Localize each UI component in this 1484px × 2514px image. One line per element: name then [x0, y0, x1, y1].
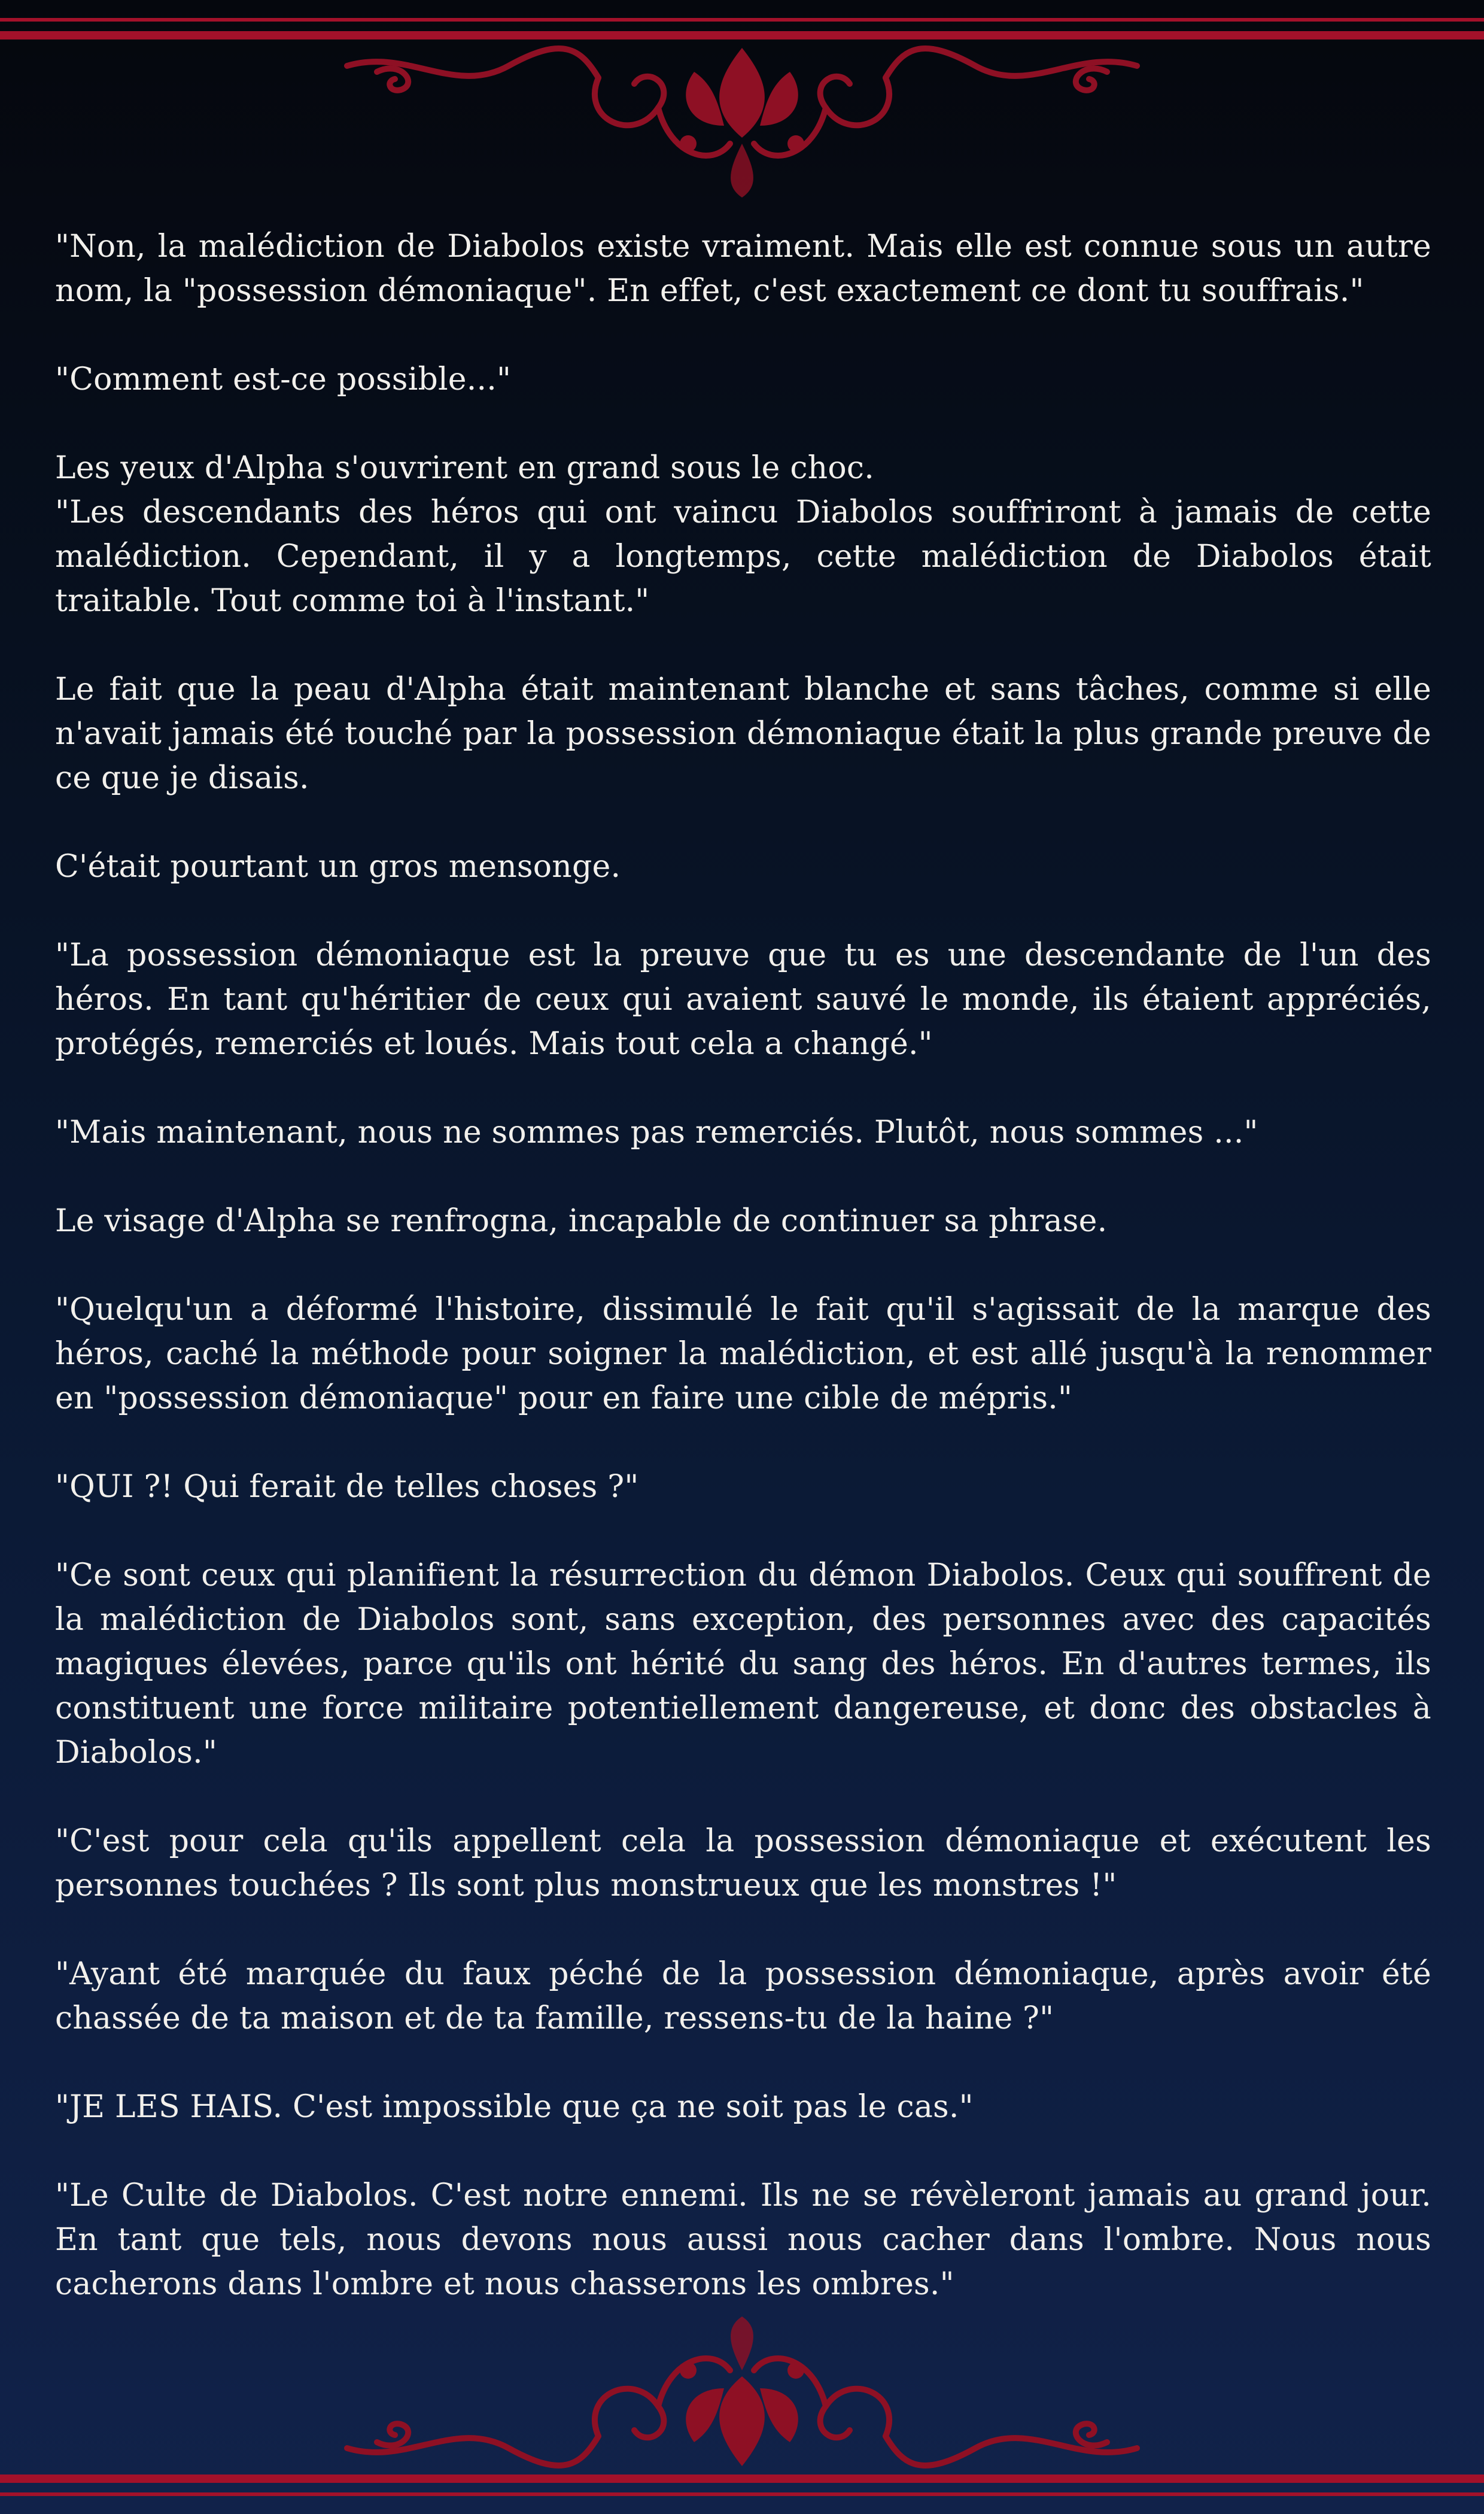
paragraph-14: "Ayant été marquée du faux péché de la possession démoniaque, après avoir été chassée de ta maison et de ta famille, ressens-tu de la haine ?"	[55, 1956, 1431, 2036]
paragraph-11: "QUI ?! Qui ferait de telles choses ?"	[55, 1469, 639, 1505]
bottom-border-line-1	[0, 2474, 1484, 2483]
story-text	[55, 224, 1431, 2351]
paragraph-13: "C'est pour cela qu'ils appellent cela la possession démoniaque et exécutent les personnes touchées ? Ils sont plus monstrueux que les monstres !"	[55, 1823, 1431, 1903]
paragraph-16: "Le Culte de Diabolos. C'est notre ennemi. Ils ne se révèleront jamais au grand jour. En tant que tels, nous devons nous aussi nous cacher dans l'ombre. Nous nous cacherons dans l'ombre et nous chasserons les ombres."	[55, 2178, 1431, 2302]
paragraph-1: "Non, la malédiction de Diabolos existe vraiment. Mais elle est connue sous un autre nom, la "possession démoniaque". En effet, c'est exactement ce dont tu souffrais."	[55, 229, 1431, 309]
paragraph-5: Le fait que la peau d'Alpha était maintenant blanche et sans tâches, comme si elle n'avait jamais été touché par la possession démoniaque était la plus grande preuve de ce que je disais.	[55, 672, 1431, 796]
top-flourish-ornament-icon	[323, 24, 1161, 204]
top-border-line-1	[0, 18, 1484, 22]
paragraph-7: "La possession démoniaque est la preuve que tu es une descendante de l'un des héros. En tant qu'héritier de ceux qui avaient sauvé le monde, ils étaient appréciés, protégés, remerciés et loués. Mais tout cela a changé."	[55, 937, 1431, 1062]
paragraph-6: C'était pourtant un gros mensonge.	[55, 849, 621, 885]
paragraph-2: "Comment est-ce possible..."	[55, 362, 512, 397]
bottom-border-line-2	[0, 2492, 1484, 2496]
bottom-border-band	[0, 2472, 1484, 2514]
paragraph-8: "Mais maintenant, nous ne sommes pas remerciés. Plutôt, nous sommes ..."	[55, 1115, 1258, 1150]
paragraph-9: Le visage d'Alpha se renfrogna, incapable de continuer sa phrase.	[55, 1203, 1108, 1239]
bottom-flourish-ornament-icon	[323, 2310, 1161, 2490]
paragraph-10: "Quelqu'un a déformé l'histoire, dissimulé le fait qu'il s'agissait de la marque des héros, caché la méthode pour soigner la malédiction, et est allé jusqu'à la renommer en "possession démoniaque" pour en faire une cible de mépris."	[55, 1292, 1431, 1416]
paragraph-12: "Ce sont ceux qui planifient la résurrection du démon Diabolos. Ceux qui souffrent de la malédiction de Diabolos sont, sans exception, des personnes avec des capacités magiques élevées, parce qu'ils ont hérité du sang des héros. En d'autres termes, ils constituent une force militaire potentiellement dangereuse, et donc des obstacles à Diabolos."	[55, 1557, 1431, 1771]
paragraph-3: Les yeux d'Alpha s'ouvrirent en grand sous le choc.	[55, 450, 874, 486]
paragraph-4: "Les descendants des héros qui ont vaincu Diabolos souffriront à jamais de cette malédiction. Cependant, il y a longtemps, cette malédiction de Diabolos était traitable. Tout comme toi à l'instant."	[55, 494, 1431, 619]
paragraph-15: "JE LES HAIS. C'est impossible que ça ne soit pas le cas."	[55, 2089, 974, 2125]
